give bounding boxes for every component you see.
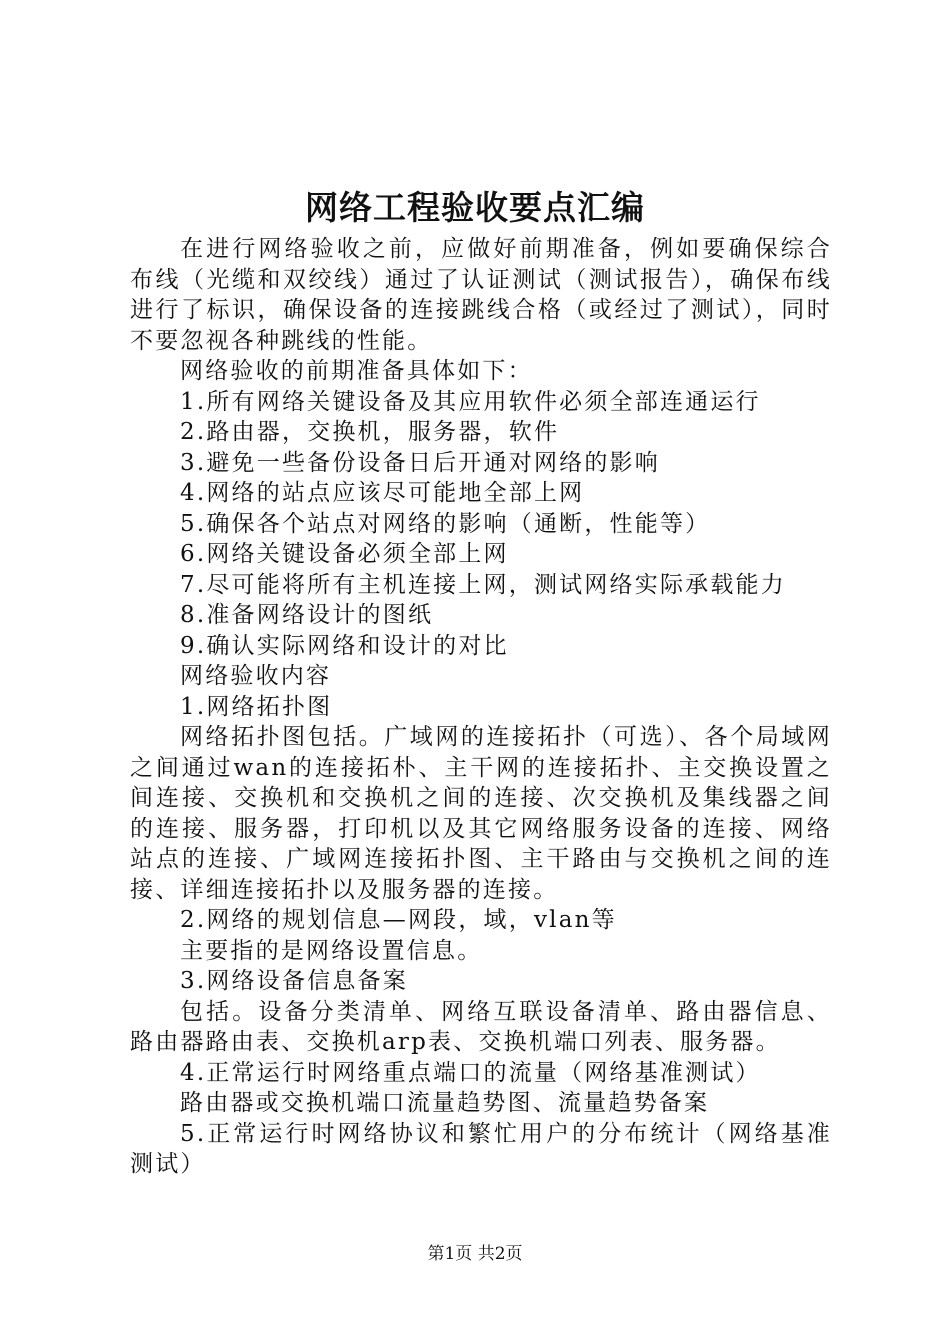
list-item: 9.确认实际网络和设计的对比 <box>180 632 509 659</box>
paragraph: 主要指的是网络设置信息。 <box>180 937 483 964</box>
section-heading: 5.正常运行时网络协议和繁忙用户的分布统计（网络基准测试） <box>130 1120 832 1177</box>
document-body <box>130 234 832 1180</box>
list-item: 7.尽可能将所有主机连接上网，测试网络实际承载能力 <box>180 571 786 598</box>
section-heading: 网络验收内容 <box>180 663 332 689</box>
list-item: 8.准备网络设计的图纸 <box>180 602 434 628</box>
section-heading: 2.网络的规划信息—网段，域，vlan等 <box>180 907 617 933</box>
list-item: 5.确保各个站点对网络的影响（通断，性能等） <box>180 510 711 537</box>
list-item: 2.路由器，交换机，服务器，软件 <box>180 419 560 445</box>
paragraph: 路由器或交换机端口流量趋势图、流量趋势备案 <box>180 1090 710 1116</box>
paragraph: 网络拓扑图包括。广域网的连接拓扑（可选）、各个局域网之间通过wan的连接拓朴、主干网的连接拓扑、主交换设置之间连接、交换机和交换机之间的连接、次交换机及集线器之间的连接、服务器，打印机以及其它网络服务设备的连接、网络站点的连接、广域网连接拓扑图、主干路由与交换机之间的连接、详细连接拓扑以及服务器的连接。 <box>130 724 832 903</box>
list-item: 1.所有网络关键设备及其应用软件必须全部连通运行 <box>180 388 761 415</box>
section-heading: 3.网络设备信息备案 <box>180 968 408 994</box>
page-footer: 第1页 共2页 <box>427 1244 523 1264</box>
paragraph: 网络验收的前期准备具体如下： <box>180 358 533 384</box>
paragraph: 包括。设备分类清单、网络互联设备清单、路由器信息、路由器路由表、交换机arp表、交换机端口列表、服务器。 <box>130 998 832 1055</box>
list-item: 4.网络的站点应该尽可能地全部上网 <box>180 480 585 506</box>
section-heading: 1.网络拓扑图 <box>180 693 333 720</box>
list-item: 3.避免一些备份设备日后开通对网络的影响 <box>180 449 660 476</box>
document-title: 网络工程验收要点汇编 <box>305 188 645 227</box>
section-heading: 4.正常运行时网络重点端口的流量（网络基准测试） <box>180 1059 761 1086</box>
paragraph: 在进行网络验收之前，应做好前期准备，例如要确保综合布线（光缆和双绞线）通过了认证测试（测试报告），确保布线进行了标识，确保设备的连接跳线合格（或经过了测试），同时不要忽视各种跳线的性能。 <box>130 236 832 354</box>
list-item: 6.网络关键设备必须全部上网 <box>180 541 509 567</box>
